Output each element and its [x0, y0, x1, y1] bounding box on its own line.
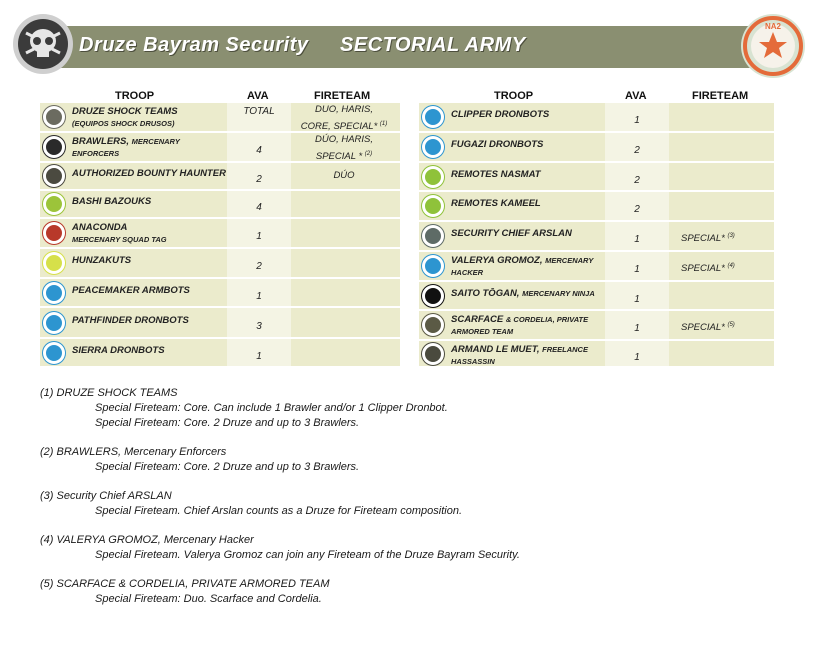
table-row [40, 133, 400, 163]
table-header [40, 90, 400, 103]
troop-name-main: REMOTES KAMEEL [451, 198, 541, 209]
troop-name [72, 222, 167, 246]
ava-value: 2 [634, 145, 640, 156]
troop-name [72, 315, 189, 327]
ava-value: 4 [256, 145, 262, 156]
troop-name [72, 285, 190, 297]
troop-name [451, 314, 588, 338]
ava-value: 1 [634, 234, 640, 245]
table-row [419, 222, 774, 252]
ava-cell [227, 249, 291, 277]
na2-logo-icon [740, 13, 806, 79]
col-ava: AVA [247, 90, 269, 102]
note-block [40, 533, 780, 563]
ava-value: 1 [256, 231, 262, 242]
troop-name-sub: FREELANCE [542, 345, 588, 354]
ava-cell [227, 339, 291, 366]
fugazi-icon [422, 136, 444, 158]
fireteam-line: SPECIAL* [681, 233, 725, 245]
troop-name-second: HASSASSIN [451, 357, 495, 366]
table-row [419, 103, 774, 133]
bounty-hunter-icon [43, 165, 65, 187]
fireteam-line: DÚO [333, 170, 355, 181]
note-heading: (1) DRUZE SHOCK TEAMS [40, 387, 178, 399]
clipper-icon [422, 106, 444, 128]
fireteam-line: SPECIAL* [681, 263, 725, 275]
ava-value: 1 [634, 293, 640, 305]
troop-name-main: PEACEMAKER ARMBOTS [72, 284, 190, 296]
table-row [40, 103, 400, 133]
troop-name-sub: & CORDELIA, PRIVATE [505, 315, 589, 324]
note-block [40, 445, 780, 475]
troop-name-main: SAITO TŌGAN, [451, 287, 520, 299]
table-row [419, 163, 774, 192]
troop-name [451, 228, 572, 240]
fireteam-note-ref: (3) [727, 233, 735, 239]
note-line: Special Fireteam. Valerya Gromoz can join any Fireteam of the Druze Bayram Security. [95, 549, 520, 561]
ava-cell [227, 219, 291, 247]
ava-value: 4 [256, 202, 262, 213]
fireteam-cell [292, 103, 396, 134]
fireteam-note-ref: (5) [727, 322, 735, 328]
fireteam-cell [681, 259, 751, 276]
troop-name-main: DRUZE SHOCK TEAMS [72, 106, 178, 117]
table-row [40, 163, 400, 191]
note-block [40, 386, 780, 431]
fireteam-note-ref: (1) [379, 121, 388, 127]
fireteam-line: SPECIAL* [681, 322, 725, 334]
ava-value: TOTAL [243, 106, 275, 117]
troop-name-main: ARMAND LE MUET, [451, 344, 540, 355]
table-row [40, 219, 400, 249]
troop-name-main: FUGAZI DRONBOTS [451, 139, 544, 150]
ava-value: 3 [256, 320, 262, 332]
troop-name [72, 196, 151, 208]
saito-icon [422, 285, 444, 307]
troop-name-second: ENFORCERS [72, 149, 120, 158]
nasmat-icon [422, 166, 444, 188]
note-line: Special Fireteam: Core. 2 Druze and up to 3 Brawlers. [95, 461, 360, 473]
col-troop: TROOP [494, 90, 534, 102]
troop-name-sub: MERCENARY [545, 256, 594, 265]
troop-name-main: VALERYA GROMOZ, [451, 255, 543, 266]
note-heading: (5) SCARFACE & CORDELIA, PRIVATE ARMORED TEAM [40, 578, 330, 590]
scarface-icon [422, 314, 444, 336]
troop-name-sub: (EQUIPOS SHOCK DRUSOS) [72, 119, 175, 128]
note-block [40, 489, 780, 519]
brawler-skull-icon [43, 136, 65, 158]
troop-name [72, 136, 180, 160]
table-row [40, 279, 400, 308]
ava-cell [227, 308, 291, 337]
troop-name-main: SCARFACE [451, 314, 504, 325]
table-header [419, 90, 774, 103]
army-subtitle: SECTORIAL ARMY [340, 34, 526, 56]
sierra-icon [43, 342, 65, 364]
troop-name-main: BRAWLERS, [72, 136, 129, 147]
troop-name [451, 255, 593, 279]
col-fireteam: FIRETEAM [314, 90, 371, 102]
ava-value: 2 [256, 261, 262, 272]
armand-icon [422, 343, 444, 365]
ava-cell [605, 103, 669, 131]
troop-table-left [40, 90, 400, 368]
troop-name [72, 255, 131, 267]
troop-name-main: ANACONDA [72, 222, 128, 233]
table-row [419, 282, 774, 311]
troop-name [451, 344, 588, 368]
troop-name-main: CLIPPER DRONBOTS [451, 109, 550, 120]
ava-cell [227, 163, 291, 189]
troop-name-sub: MERCENARY NINJA [522, 288, 595, 298]
troop-name [72, 106, 178, 130]
fireteam-cell [681, 229, 751, 246]
table-row [419, 192, 774, 222]
ava-value: 2 [634, 204, 640, 215]
fireteam-note-ref: (4) [727, 263, 735, 269]
ava-cell [605, 311, 669, 339]
pathfinder-icon [43, 312, 65, 334]
note-heading: (3) Security Chief ARSLAN [40, 490, 172, 502]
table-row [40, 249, 400, 279]
fireteam-line: DUO, HARIS, [314, 104, 374, 115]
ava-value: 1 [634, 351, 640, 363]
troop-name-main: REMOTES NASMAT [451, 168, 541, 180]
troop-name-sub: MERCENARY [131, 137, 180, 146]
fireteam-note-ref: (2) [364, 151, 373, 157]
note-line: Special Fireteam: Core. 2 Druze and up to 3 Brawlers. [95, 417, 360, 429]
troop-name [451, 139, 543, 151]
ava-value: 1 [634, 264, 640, 275]
ava-cell [227, 191, 291, 217]
ava-cell [605, 341, 669, 366]
bashi-bazouks-icon [43, 193, 65, 215]
ava-cell [605, 282, 669, 309]
troop-name-main: BASHI BAZOUKS [72, 196, 152, 207]
troop-name [451, 109, 549, 121]
table-row [40, 339, 400, 368]
ava-cell [605, 163, 669, 190]
troop-name-main: SECURITY CHIEF ARSLAN [451, 228, 572, 239]
ava-value: 2 [634, 174, 640, 186]
ava-cell [605, 222, 669, 250]
ava-value: 1 [256, 290, 262, 302]
ava-cell [227, 103, 291, 131]
troop-name-second: MERCENARY SQUAD TAG [72, 235, 167, 244]
table-row [419, 252, 774, 282]
ava-value: 1 [634, 323, 640, 334]
table-row [419, 311, 774, 341]
druze-shock-teams-logo-icon [12, 13, 74, 75]
ava-cell [227, 279, 291, 306]
troop-name [72, 345, 165, 357]
anaconda-icon [43, 222, 65, 244]
fireteam-notes [40, 386, 780, 621]
ava-value: 1 [634, 115, 640, 126]
ava-cell [605, 252, 669, 280]
fireteam-cell [292, 169, 396, 183]
col-fireteam: FIRETEAM [692, 90, 749, 102]
troop-name [72, 168, 226, 180]
ava-cell [605, 133, 669, 161]
fireteam-cell [681, 318, 751, 335]
fireteam-line: SPECIAL * [315, 151, 363, 163]
druze-skull-icon [43, 106, 65, 128]
note-line: Special Fireteam: Core. Can include 1 Brawler and/or 1 Clipper Dronbot. [95, 402, 448, 414]
troop-name-main: AUTHORIZED BOUNTY HAUNTER [72, 168, 226, 179]
arslan-icon [422, 225, 444, 247]
troop-name-second: HACKER [451, 268, 484, 277]
troop-name-second: ARMORED TEAM [451, 327, 514, 336]
valerya-icon [422, 255, 444, 277]
peacemaker-icon [43, 282, 65, 304]
army-title: Druze Bayram Security [79, 34, 309, 56]
fireteam-cell [292, 133, 396, 164]
troop-name-main: HUNZAKUTS [72, 255, 132, 266]
troop-table-right [419, 90, 774, 368]
kameel-icon [422, 195, 444, 217]
hunzakuts-icon [43, 252, 65, 274]
table-row [40, 308, 400, 339]
table-row [40, 191, 400, 219]
troop-name-main: SIERRA DRONBOTS [72, 344, 165, 356]
note-line: Special Fireteam. Chief Arslan counts as a Druze for Fireteam composition. [95, 505, 463, 517]
ava-value: 2 [256, 174, 262, 185]
note-heading: (4) VALERYA GROMOZ, Mercenary Hacker [40, 534, 254, 546]
fireteam-line: DÚO, HARIS, [314, 134, 374, 145]
note-heading: (2) BRAWLERS, Mercenary Enforcers [40, 446, 227, 458]
troop-name [451, 198, 541, 210]
table-row [419, 341, 774, 368]
col-troop: TROOP [115, 90, 155, 102]
troop-name [451, 169, 541, 181]
ava-cell [227, 133, 291, 161]
table-row [419, 133, 774, 163]
note-line: Special Fireteam: Duo. Scarface and Cordelia. [95, 593, 322, 605]
ava-cell [605, 192, 669, 220]
fireteam-line: CORE, SPECIAL* [300, 121, 378, 133]
troop-name [451, 288, 595, 300]
troop-name-main: PATHFINDER DRONBOTS [72, 314, 189, 326]
ava-value: 1 [256, 350, 262, 362]
na2-label: NA2 [764, 22, 782, 31]
note-block [40, 577, 780, 607]
col-ava: AVA [625, 90, 647, 102]
